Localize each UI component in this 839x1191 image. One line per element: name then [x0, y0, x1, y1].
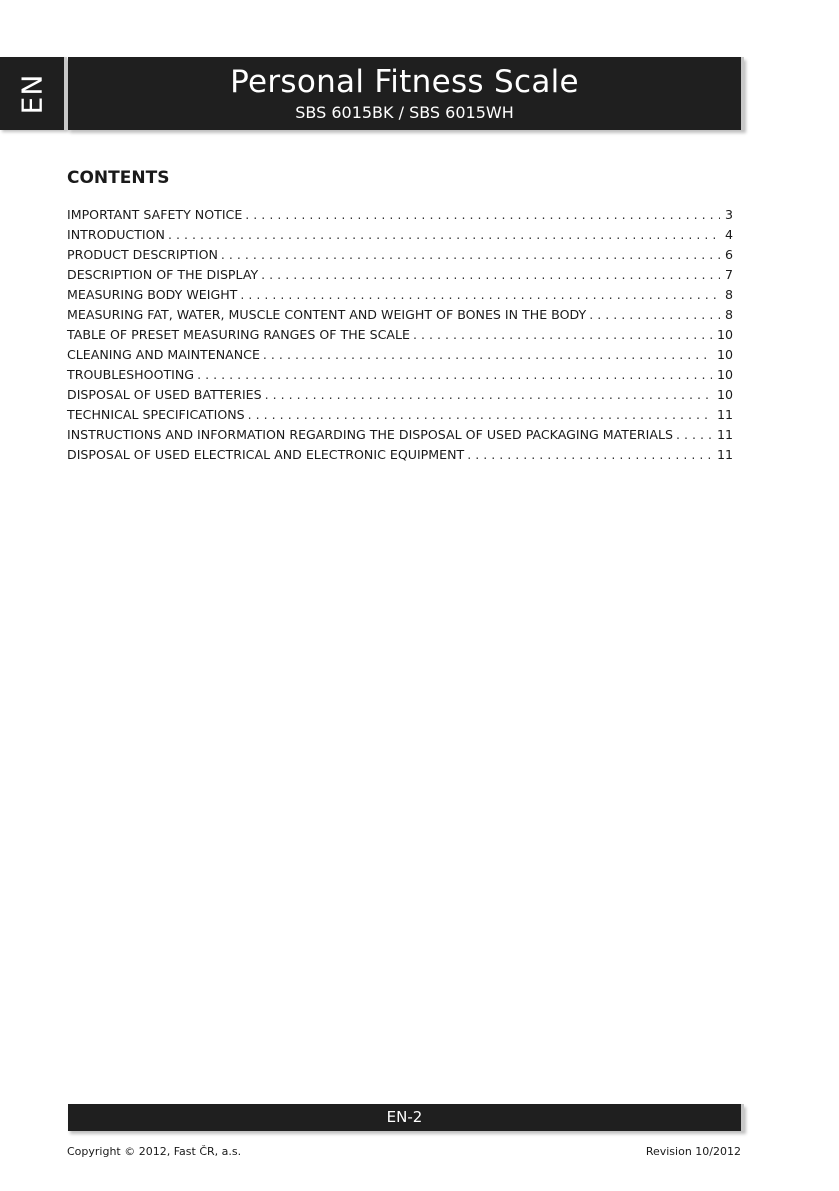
toc-entry[interactable]: [67, 425, 733, 445]
toc-leader-dots: [589, 305, 720, 325]
toc-entry-page: 10: [716, 347, 733, 362]
toc-entry-page: 11: [716, 427, 733, 442]
toc-leader-dots: [413, 325, 712, 345]
toc-entry-page: 6: [724, 247, 733, 262]
toc-entry-page: 10: [716, 387, 733, 402]
revision-label: Revision 10/2012: [645, 1145, 741, 1158]
toc-entry-label: MEASURING FAT, WATER, MUSCLE CONTENT AND WEIGHT OF BONES IN THE BODY: [67, 307, 587, 322]
toc-entry-label: INTRODUCTION: [67, 227, 165, 242]
toc-entry-page: 4: [724, 227, 733, 242]
toc-leader-dots: [467, 445, 712, 465]
toc-entry[interactable]: [67, 245, 733, 265]
toc-entry[interactable]: [67, 225, 733, 245]
toc-entry[interactable]: [67, 405, 733, 425]
toc-leader-dots: [240, 285, 720, 305]
toc-entry-page: 11: [716, 447, 733, 462]
toc-entry-label: DISPOSAL OF USED BATTERIES: [67, 387, 262, 402]
language-tab: [0, 57, 67, 130]
toc-entry[interactable]: [67, 325, 733, 345]
toc-entry-page: 7: [724, 267, 733, 282]
toc-entry-label: TABLE OF PRESET MEASURING RANGES OF THE SCALE: [67, 327, 411, 342]
toc-leader-dots: [265, 385, 712, 405]
toc-entry-label: CLEANING AND MAINTENANCE: [67, 347, 260, 362]
toc-entry-page: 3: [724, 207, 733, 222]
toc-entry[interactable]: [67, 265, 733, 285]
toc-entry-page: 8: [724, 287, 733, 302]
toc-entry-label: DISPOSAL OF USED ELECTRICAL AND ELECTRONIC EQUIPMENT: [67, 447, 465, 462]
toc-entry-label: IMPORTANT SAFETY NOTICE: [67, 207, 243, 222]
contents-heading: CONTENTS: [67, 168, 170, 188]
toc-entry-label: TROUBLESHOOTING: [67, 367, 195, 382]
toc-entry-label: INSTRUCTIONS AND INFORMATION REGARDING THE DISPOSAL OF USED PACKAGING MATERIALS: [67, 427, 674, 442]
toc-entry-label: DESCRIPTION OF THE DISPLAY: [67, 267, 259, 282]
toc-leader-dots: [248, 405, 712, 425]
page-number: EN-2: [386, 1108, 423, 1126]
title-bar: [68, 57, 744, 130]
document-title: Personal Fitness Scale: [230, 64, 579, 100]
toc-entry[interactable]: [67, 345, 733, 365]
toc-leader-dots: [168, 225, 720, 245]
toc-entry-page: 11: [716, 407, 733, 422]
toc-leader-dots: [263, 345, 712, 365]
toc-entry-label: PRODUCT DESCRIPTION: [67, 247, 218, 262]
toc-leader-dots: [245, 205, 720, 225]
toc-leader-dots: [197, 365, 712, 385]
toc-entry-label: TECHNICAL SPECIFICATIONS: [67, 407, 245, 422]
copyright-notice: Copyright © 2012, Fast ČR, a.s.: [67, 1145, 242, 1158]
toc-entry[interactable]: [67, 385, 733, 405]
toc-leader-dots: [261, 265, 720, 285]
toc-entry[interactable]: [67, 205, 733, 225]
toc-entry-page: 8: [724, 307, 733, 322]
footer-bar: [68, 1104, 744, 1131]
model-numbers: SBS 6015BK / SBS 6015WH: [295, 103, 514, 122]
language-label: EN: [15, 73, 49, 114]
toc-entry-page: 10: [716, 327, 733, 342]
toc-entry[interactable]: [67, 365, 733, 385]
toc-entry[interactable]: [67, 445, 733, 465]
toc-entry[interactable]: [67, 305, 733, 325]
toc-entry[interactable]: [67, 285, 733, 305]
toc-entry-label: MEASURING BODY WEIGHT: [67, 287, 238, 302]
toc-leader-dots: [221, 245, 720, 265]
toc-entry-page: 10: [716, 367, 733, 382]
table-of-contents: [67, 205, 733, 465]
toc-leader-dots: [676, 425, 712, 445]
